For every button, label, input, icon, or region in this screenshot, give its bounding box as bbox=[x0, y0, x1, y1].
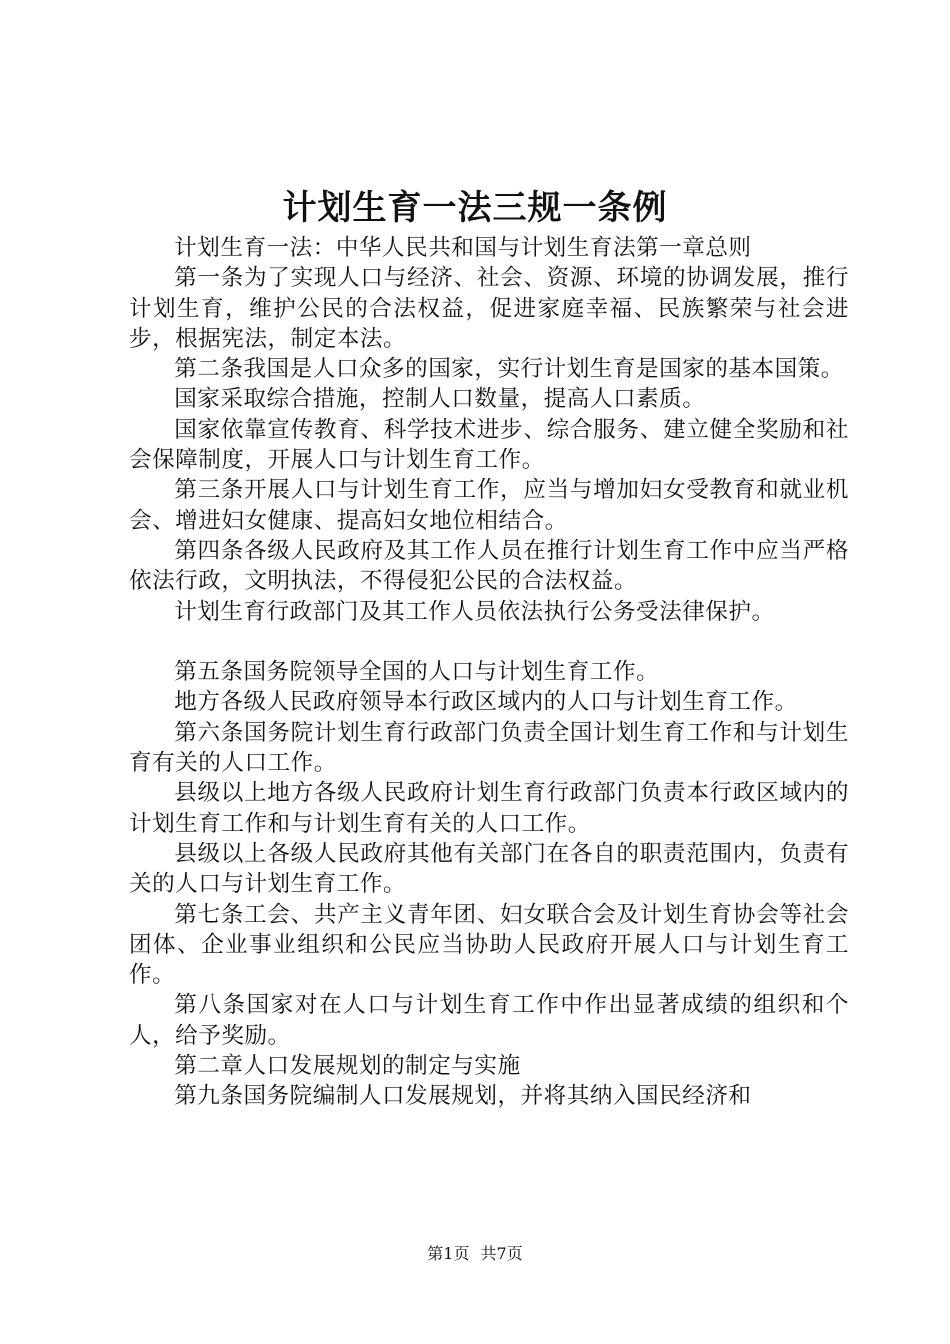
paragraph-article-2-reliance: 国家依靠宣传教育、科学技术进步、综合服务、建立健全奖励和社会保障制度，开展人口与计划生育工作。 bbox=[129, 416, 849, 474]
paragraph-article-5-local: 地方各级人民政府领导本行政区域内的人口与计划生育工作。 bbox=[174, 689, 798, 716]
paragraph-article-4: 第四条各级人民政府及其工作人员在推行计划生育工作中应当严格依法行政，文明执法，不得侵犯公民的合法权益。 bbox=[129, 537, 849, 595]
document-title: 计划生育一法三规一条例 bbox=[282, 188, 668, 228]
paragraph-article-1: 第一条为了实现人口与经济、社会、资源、环境的协调发展，推行计划生育，维护公民的合法权益，促进家庭幸福、民族繁荣与社会进步，根据宪法，制定本法。 bbox=[129, 265, 849, 352]
paragraph-article-3: 第三条开展人口与计划生育工作，应当与增加妇女受教育和就业机会、增进妇女健康、提高妇女地位相结合。 bbox=[129, 477, 849, 534]
paragraph-article-6-other: 县级以上各级人民政府其他有关部门在各自的职责范围内，负责有关的人口与计划生育工作。 bbox=[129, 840, 849, 898]
paragraph-article-6-county: 县级以上地方各级人民政府计划生育行政部门负责本行政区域内的计划生育工作和与计划生育有关的人口工作。 bbox=[129, 780, 849, 837]
paragraph-article-2-measures: 国家采取综合措施，控制人口数量，提高人口素质。 bbox=[174, 386, 706, 413]
page-footer bbox=[0, 1244, 950, 1264]
paragraph-chapter-2: 第二章人口发展规划的制定与实施 bbox=[174, 1053, 521, 1080]
paragraph-article-9: 第九条国务院编制人口发展规划，并将其纳入国民经济和 bbox=[174, 1083, 752, 1110]
paragraph-article-8: 第八条国家对在人口与计划生育工作中作出显著成绩的组织和个人，给予奖励。 bbox=[129, 992, 849, 1049]
page-total: 共7页 bbox=[480, 1244, 523, 1263]
paragraph-article-4-protection: 计划生育行政部门及其工作人员依法执行公务受法律保护。 bbox=[174, 598, 775, 625]
paragraph-article-6: 第六条国务院计划生育行政部门负责全国计划生育工作和与计划生育有关的人口工作。 bbox=[129, 719, 849, 777]
paragraph-article-2: 第二条我国是人口众多的国家，实行计划生育是国家的基本国策。 bbox=[174, 356, 844, 383]
paragraph-gap bbox=[129, 627, 849, 657]
paragraph-law-heading: 计划生育一法：中华人民共和国与计划生育法第一章总则 bbox=[174, 235, 752, 261]
document-body bbox=[129, 233, 849, 1112]
page-number: 第1页 bbox=[427, 1244, 470, 1263]
paragraph-article-7: 第七条工会、共产主义青年团、妇女联合会及计划生育协会等社会团体、企业事业组织和公民应当协助人民政府开展人口与计划生育工作。 bbox=[129, 901, 849, 989]
paragraph-article-5: 第五条国务院领导全国的人口与计划生育工作。 bbox=[174, 659, 660, 686]
